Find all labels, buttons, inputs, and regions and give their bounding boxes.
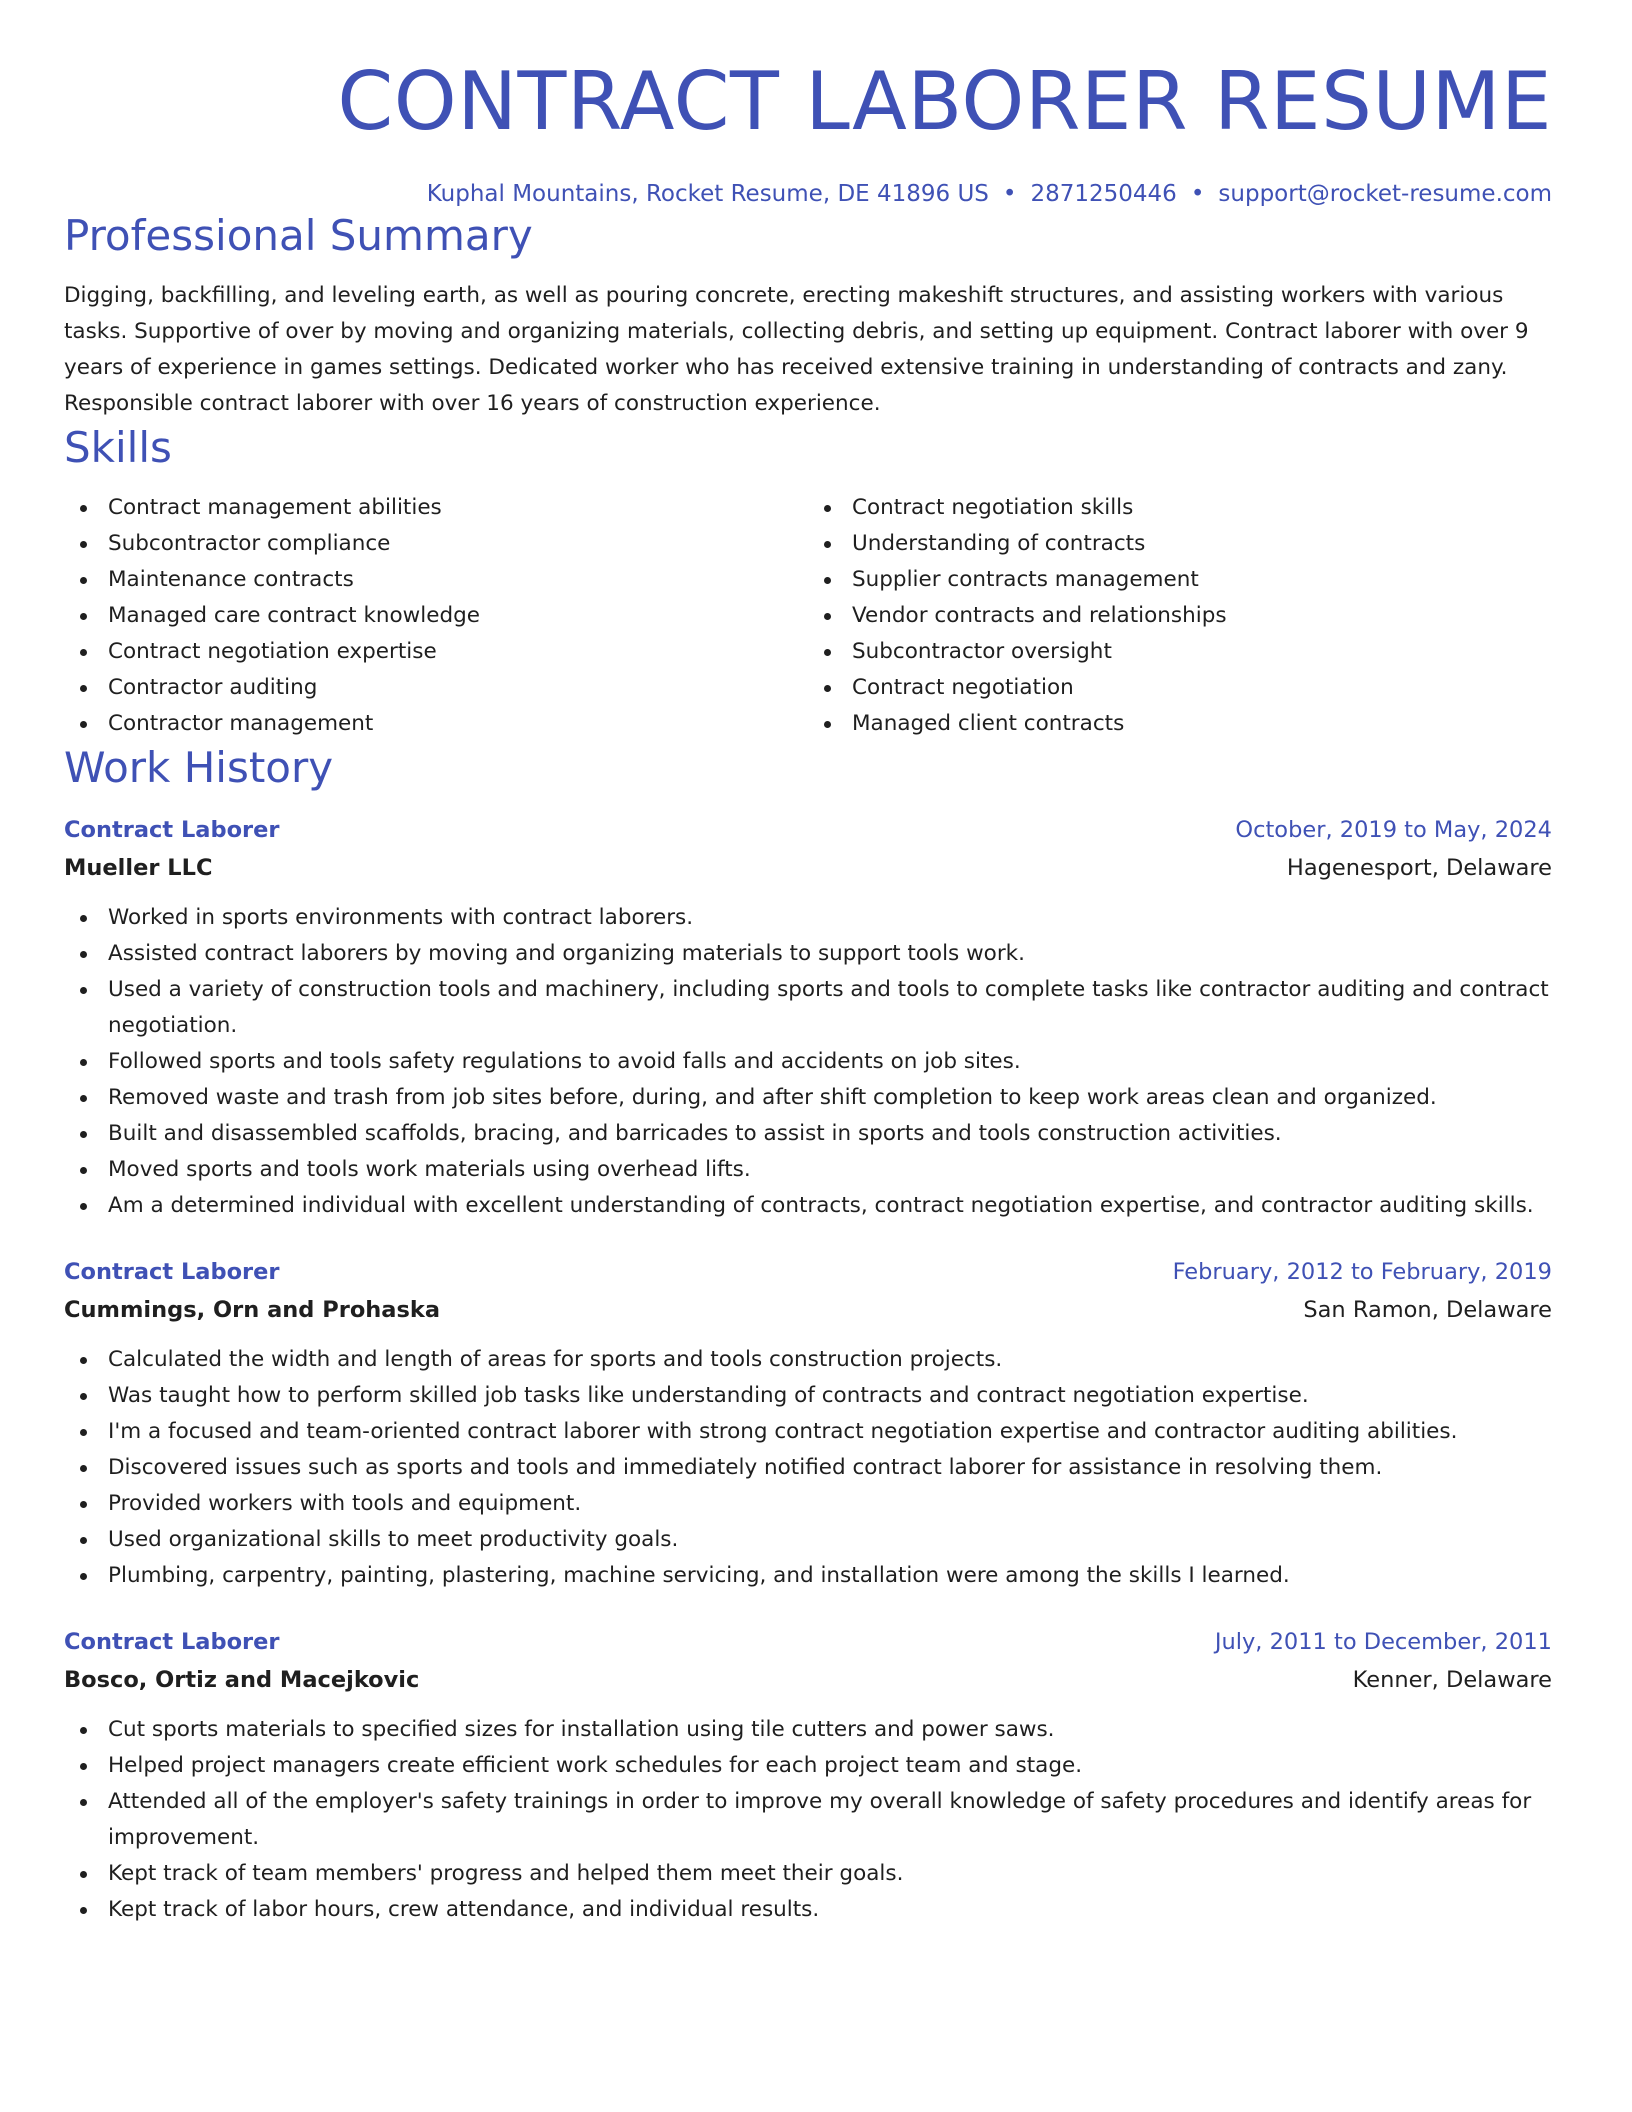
job-bullet: Cut sports materials to specified sizes for installation using tile cutters and power saws.	[64, 1712, 1552, 1748]
job-entry	[64, 1254, 1552, 1594]
job-entry	[64, 1624, 1552, 1928]
skills-list-left	[64, 490, 808, 742]
job-bullet: Followed sports and tools safety regulations to avoid falls and accidents on job sites.	[64, 1044, 1552, 1080]
resume-page	[64, 0, 1552, 1928]
skill-item: Contract management abilities	[64, 490, 808, 526]
skills-heading: Skills	[64, 423, 172, 472]
skill-item: Contract negotiation	[808, 670, 1552, 706]
job-header	[64, 812, 1552, 848]
job-header	[64, 1254, 1552, 1290]
job-company: Mueller LLC	[64, 855, 213, 881]
skills-column-right	[808, 490, 1552, 742]
job-employer-row	[64, 1662, 1552, 1698]
job-bullet: Assisted contract laborers by moving and organizing materials to support tools work.	[64, 936, 1552, 972]
resume-title: CONTRACT LABORER RESUME	[337, 55, 1552, 148]
job-bullet: Plumbing, carpentry, painting, plastering, machine servicing, and installation were among the skills I learned.	[64, 1558, 1552, 1594]
skill-item: Understanding of contracts	[808, 526, 1552, 562]
contact-email: support@rocket-resume.com	[1218, 181, 1552, 207]
summary-heading: Professional Summary	[64, 211, 533, 260]
job-company: Cummings, Orn and Prohaska	[64, 1297, 441, 1323]
skill-item: Managed care contract knowledge	[64, 598, 808, 634]
job-bullet: Removed waste and trash from job sites before, during, and after shift completion to keep work areas clean and organized.	[64, 1080, 1552, 1116]
skill-item: Contract negotiation expertise	[64, 634, 808, 670]
job-company: Bosco, Ortiz and Macejkovic	[64, 1667, 420, 1693]
job-bullets	[64, 900, 1552, 1224]
contact-address: Kuphal Mountains, Rocket Resume, DE 41896 US	[426, 181, 989, 207]
job-bullet: I'm a focused and team-oriented contract laborer with strong contract negotiation expertise and contractor auditing abilities.	[64, 1414, 1552, 1450]
job-bullets	[64, 1342, 1552, 1594]
skill-item: Managed client contracts	[808, 706, 1552, 742]
skills-column-left	[64, 490, 808, 742]
job-dates: February, 2012 to February, 2019	[1172, 1259, 1552, 1285]
job-bullet: Am a determined individual with excellent understanding of contracts, contract negotiation expertise, and contractor auditing skills.	[64, 1188, 1552, 1224]
job-location: Kenner, Delaware	[1352, 1667, 1552, 1693]
job-bullet: Moved sports and tools work materials using overhead lifts.	[64, 1152, 1552, 1188]
skill-item: Contractor auditing	[64, 670, 808, 706]
job-entry	[64, 812, 1552, 1224]
skills-grid	[64, 490, 1552, 742]
skill-item: Maintenance contracts	[64, 562, 808, 598]
job-dates: October, 2019 to May, 2024	[1235, 817, 1552, 843]
job-location: San Ramon, Delaware	[1303, 1297, 1552, 1323]
job-bullet: Kept track of labor hours, crew attendance, and individual results.	[64, 1892, 1552, 1928]
skill-item: Subcontractor oversight	[808, 634, 1552, 670]
job-employer-row	[64, 850, 1552, 886]
job-bullet: Used organizational skills to meet productivity goals.	[64, 1522, 1552, 1558]
job-header	[64, 1624, 1552, 1660]
job-bullet: Calculated the width and length of areas for sports and tools construction projects.	[64, 1342, 1552, 1378]
job-bullet: Attended all of the employer's safety trainings in order to improve my overall knowledge of safety procedures and identify areas for improvement.	[64, 1784, 1552, 1856]
job-bullet: Discovered issues such as sports and tools and immediately notified contract laborer for assistance in resolving them.	[64, 1450, 1552, 1486]
skills-list-right	[808, 490, 1552, 742]
work-history-heading: Work History	[64, 743, 334, 792]
job-location: Hagenesport, Delaware	[1286, 855, 1552, 881]
job-dates: July, 2011 to December, 2011	[1214, 1629, 1552, 1655]
contact-separator: •	[1002, 181, 1017, 207]
job-bullet: Kept track of team members' progress and helped them meet their goals.	[64, 1856, 1552, 1892]
skill-item: Vendor contracts and relationships	[808, 598, 1552, 634]
skill-item: Contract negotiation skills	[808, 490, 1552, 526]
contact-separator: •	[1190, 181, 1205, 207]
job-bullet: Used a variety of construction tools and machinery, including sports and tools to complete tasks like contractor auditing and contract negotiation.	[64, 972, 1552, 1044]
job-bullet: Built and disassembled scaffolds, bracing, and barricades to assist in sports and tools construction activities.	[64, 1116, 1552, 1152]
skill-item: Subcontractor compliance	[64, 526, 808, 562]
job-bullet: Helped project managers create efficient work schedules for each project team and stage.	[64, 1748, 1552, 1784]
job-title: Contract Laborer	[64, 1629, 280, 1655]
job-employer-row	[64, 1292, 1552, 1328]
job-bullets	[64, 1712, 1552, 1928]
summary-text: Digging, backfilling, and leveling earth, as well as pouring concrete, erecting makeshift structures, and assisting workers with various tasks. Supportive of over by moving and organizing materials, collecting debris, and setting up equipment. Contract laborer with over 9 years of experience in games settings. Dedicated worker who has received extensive training in understanding of contracts and zany. Responsible contract laborer with over 16 years of construction experience.	[64, 283, 1529, 416]
job-bullet: Was taught how to perform skilled job tasks like understanding of contracts and contract negotiation expertise.	[64, 1378, 1552, 1414]
skill-item: Supplier contracts management	[808, 562, 1552, 598]
contact-phone: 2871250446	[1030, 181, 1177, 207]
job-title: Contract Laborer	[64, 817, 280, 843]
job-bullet: Provided workers with tools and equipment.	[64, 1486, 1552, 1522]
job-bullet: Worked in sports environments with contract laborers.	[64, 900, 1552, 936]
contact-line	[64, 178, 1552, 210]
job-title: Contract Laborer	[64, 1259, 280, 1285]
skill-item: Contractor management	[64, 706, 808, 742]
